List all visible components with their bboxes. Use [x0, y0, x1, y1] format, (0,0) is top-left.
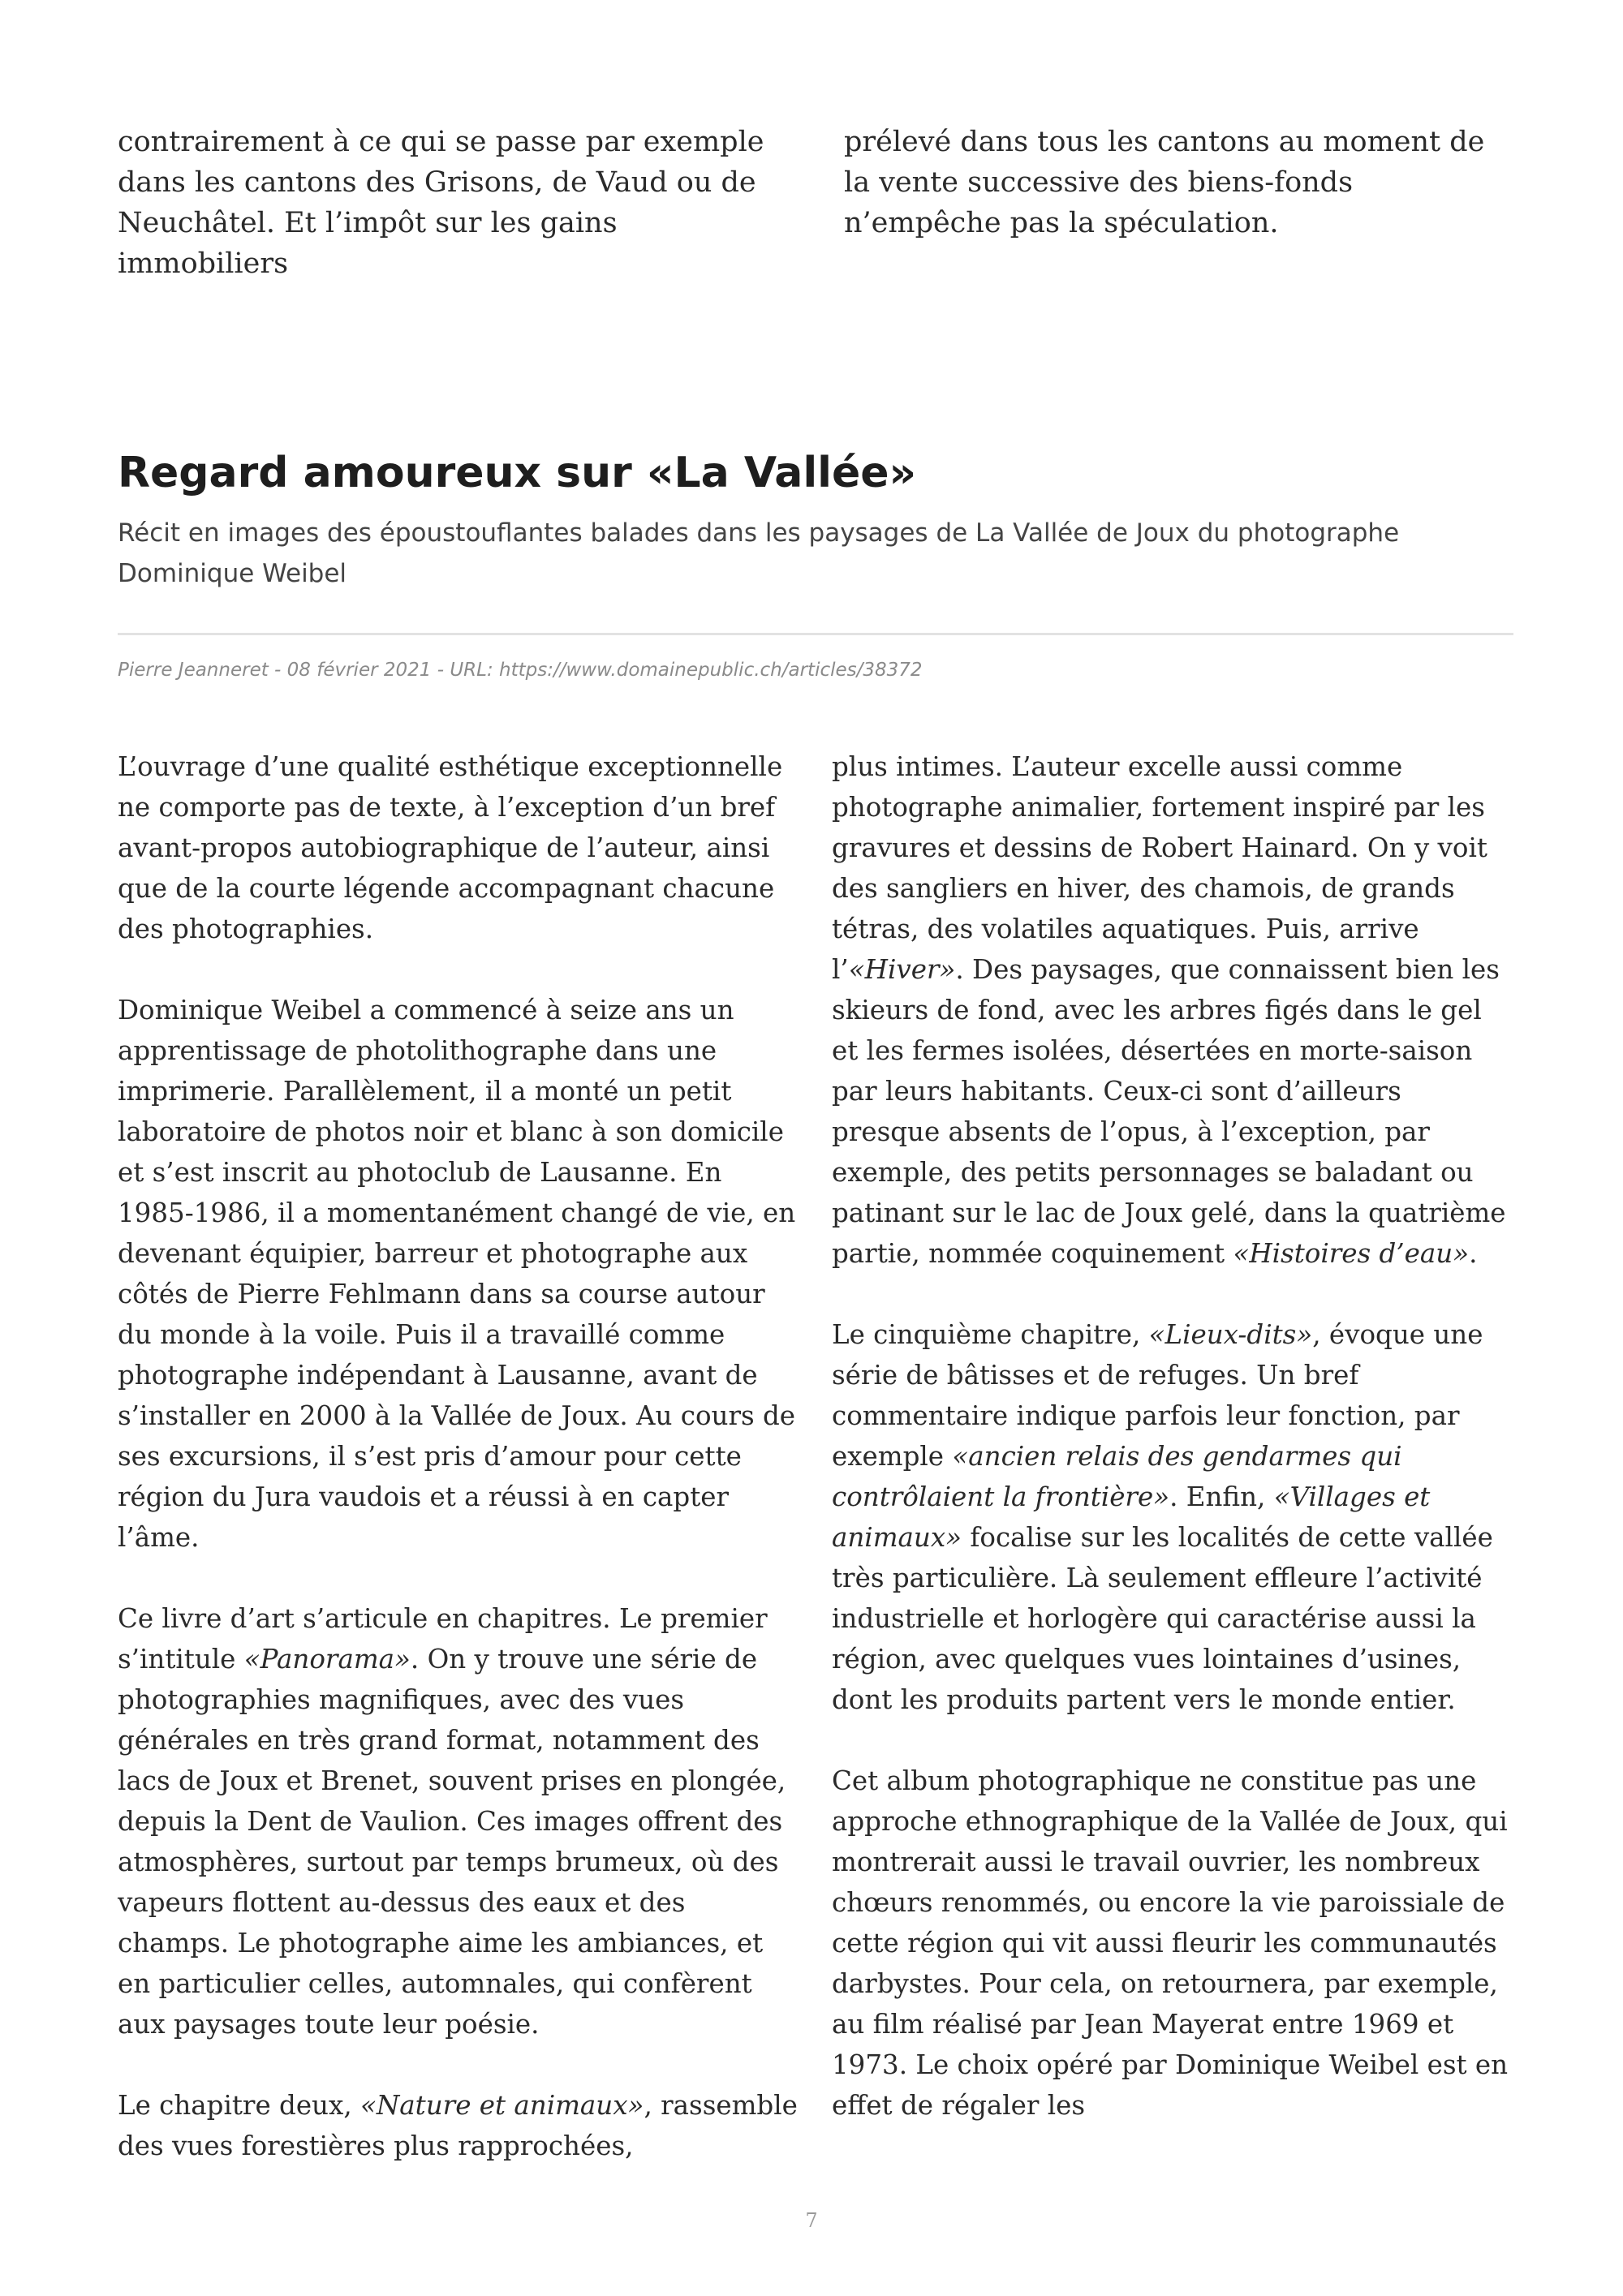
article-body	[118, 746, 1513, 2207]
title-divider	[118, 633, 1513, 635]
continuation-right-column	[844, 122, 1505, 284]
page-number: 7	[805, 2209, 818, 2232]
quoted-title: «Nature et animaux»	[359, 2090, 644, 2121]
article-paragraph: Le cinquième chapitre, «Lieux-dits», évoque une série de bâtisses et de refuges. Un bref commentaire indique parfois leur fonction, par exemple «ancien relais des gendarmes qui contrôlaient la frontière». Enfin, «Villages et animaux» focalise sur les localités de cette vallée très particulière. Là seulement effleure l’activité industrielle et horlogère qui caractérise aussi la région, avec quelques vues lointaines d’usines, dont les produits partent vers le monde entier.	[832, 1319, 1493, 1715]
article-paragraph: plus intimes. L’auteur excelle aussi comme photographe animalier, fortement inspiré par les gravures et dessins de Robert Hainard. On y voit des sangliers en hiver, des chamois, de grands tétras, des volatiles aquatiques. Puis, arrive l’«Hiver». Des paysages, que connaissent bien les skieurs de fond, avec les arbres figés dans le gel et les fermes isolées, désertées en morte-saison par leurs habitants. Ceux-ci sont d’ailleurs presque absents de l’opus, à l’exception, par exemple, des petits personnages se baladant ou patinant sur le lac de Joux gelé, dans la quatrième partie, nommée coquinement «Histoires d’eau».	[832, 751, 1506, 1269]
quoted-title: «Panorama»	[243, 1644, 411, 1675]
article-paragraph: Ce livre d’art s’articule en chapitres. Le premier s’intitule «Panorama». On y trouve une série de photographies magnifiques, avec des vues générales en très grand format, notamment des lacs de Joux et Brenet, souvent prises en plongée, depuis la Dent de Vaulion. Ces images offrent des atmosphères, surtout par temps brumeux, où des vapeurs flottent au-dessus des eaux et des champs. Le photographe aime les ambiances, et en particulier celles, automnales, qui confèrent aux paysages toute leur poésie.	[118, 1603, 786, 2040]
continuation-paragraph: prélevé dans tous les cantons au moment de la vente successive des biens-fonds n’empêche pas la spéculation.	[844, 126, 1485, 239]
article-meta: Pierre Jeanneret - 08 février 2021 - URL: https://www.domainepublic.ch/articles/38372	[118, 660, 923, 681]
previous-article-continuation	[118, 122, 1505, 284]
article-paragraph: Dominique Weibel a commencé à seize ans un apprentissage de photolithographe dans une imprimerie. Parallèlement, il a monté un petit laboratoire de photos noir et blanc à son domicile et s’est inscrit au photoclub de Lausanne. En 1985-1986, il a momentanément changé de vie, en devenant équipier, barreur et photographe aux côtés de Pierre Fehlmann dans sa course autour du monde à la voile. Puis il a travaillé comme photographe indépendant à Lausanne, avant de s’installer en 2000 à la Vallée de Joux. Au cours de ses excursions, il s’est pris d’amour pour cette région du Jura vaudois et a réussi à en capter l’âme.	[118, 995, 796, 1553]
continuation-paragraph: contrairement à ce qui se passe par exemple dans les cantons des Grisons, de Vaud ou de Neuchâtel. Et l’impôt sur les gains immobiliers	[118, 126, 764, 280]
article-right-column	[832, 746, 1513, 2207]
article-paragraph: Le chapitre deux, «Nature et animaux», rassemble des vues forestières plus rapprochées,	[118, 2090, 798, 2161]
quoted-title: «Lieux-dits»	[1148, 1319, 1313, 1350]
quoted-title: «Histoires d’eau»	[1233, 1238, 1470, 1269]
quoted-title: «Villages et animaux»	[832, 1481, 1431, 1553]
quoted-title: «Hiver»	[848, 954, 956, 985]
quoted-title: «ancien relais des gendarmes qui contrôlaient la frontière»	[832, 1441, 1402, 1512]
article-paragraph: Cet album photographique ne constitue pas une approche ethnographique de la Vallée de Joux, qui montrerait aussi le travail ouvrier, les nombreux chœurs renommés, ou encore la vie paroissiale de cette région qui vit aussi fleurir les communautés darbystes. Pour cela, on retournera, par exemple, au film réalisé par Jean Mayerat entre 1969 et 1973. Le choix opéré par Dominique Weibel est en effet de régaler les	[832, 1765, 1509, 2121]
article-paragraph: L’ouvrage d’une qualité esthétique exceptionnelle ne comporte pas de texte, à l’exception d’un bref avant-propos autobiographique de l’auteur, ainsi que de la courte légende accompagnant chacune des photographies.	[118, 751, 783, 944]
article-left-column	[118, 746, 799, 2207]
continuation-left-column	[118, 122, 779, 284]
article-title: Regard amoureux sur «La Vallée»	[118, 449, 917, 497]
article-subtitle: Récit en images des époustouflantes balades dans les paysages de La Vallée de Joux du photographe Dominique Weibel	[118, 518, 1400, 588]
